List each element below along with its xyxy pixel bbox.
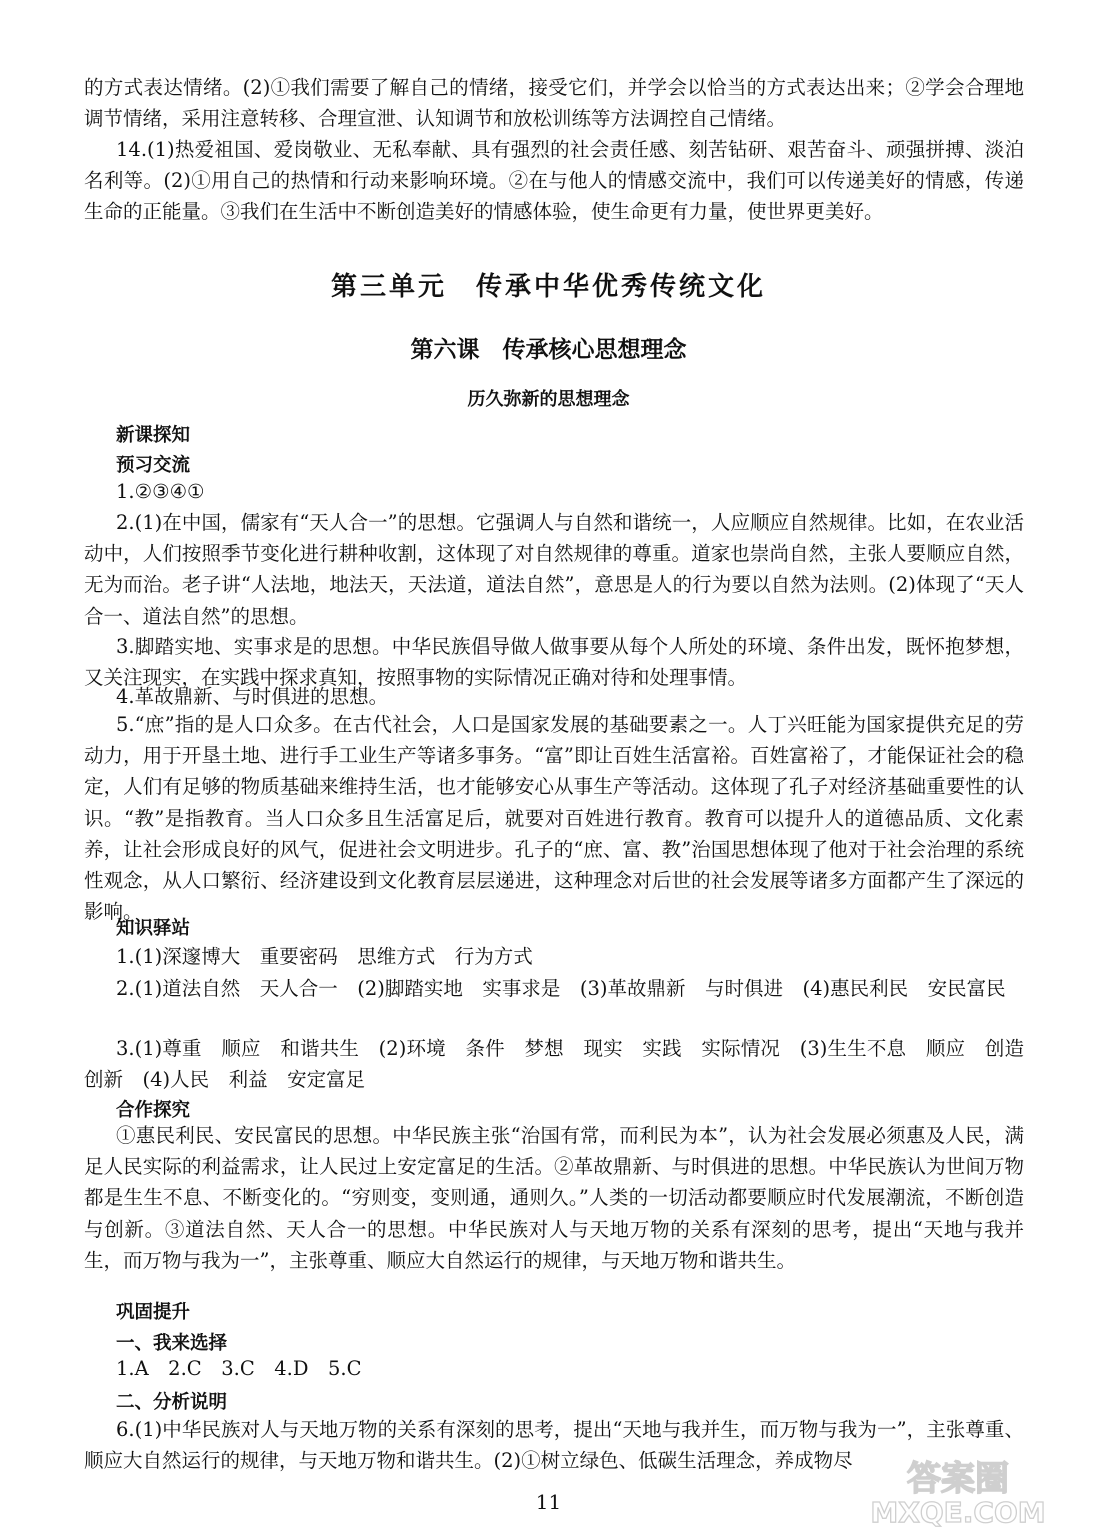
knowledge-3: 3.(1)尊重 顺应 和谐共生 (2)环境 条件 梦想 现实 实践 实际情况 (3)生生不息 顺应 创造 创新 (4)人民 利益 安定富足: [84, 1037, 1044, 1092]
unit-title: 第三单元 传承中华优秀传统文化: [330, 272, 766, 302]
knowledge-2: 2.(1)道法自然 天人合一 (2)脚踏实地 实事求是 (3)革故鼎新 与时俱进 (4)惠民利民 安民富民: [116, 977, 1006, 1000]
watermark-line2: MXQE.COM: [870, 1496, 1046, 1528]
choice-answers: 1.A 2.C 3.C 4.D 5.C: [116, 1357, 362, 1380]
lesson-title: 第六课 传承核心思想理念: [410, 337, 687, 363]
section-hezuo: 合作探究: [116, 1100, 191, 1121]
page-number: 11: [535, 1490, 562, 1514]
section-fenxi: 二、分析说明: [116, 1392, 228, 1413]
topic-title: 历久弥新的思想理念: [467, 389, 630, 410]
watermark-logo: [833, 1452, 1083, 1528]
cooperation-answer: ①惠民利民、安民富民的思想。中华民族主张“治国有常，而利民为本”，认为社会发展必须惠及人民，满足人民实际的利益需求，让人民过上安定富足的生活。②革故鼎新、与时俱进的思想。中华民族认为世间万物都是生生不息、不断变化的。“穷则变，变则通，通则久。”人类的一切活动都要顺应时代发展潮流，不断创造与创新。③道法自然、天人合一的思想。中华民族对人与天地万物的关系有深刻的思考，提出“天地与我并生，而万物与我为一”，主张尊重、顺应大自然运行的规律，与天地万物和谐共生。: [84, 1124, 1024, 1272]
answer-q5: 5.“庶”指的是人口众多。在古代社会，人口是国家发展的基础要素之一。人丁兴旺能为国家提供充足的劳动力，用于开垦土地、进行手工业生产等诸多事务。“富”即让百姓生活富裕。百姓富裕了，才能保证社会的稳定，人们有足够的物质基础来维持生活，也才能够安心从事生产等活动。这体现了孔子对经济基础重要性的认识。“教”是指教育。当人口众多且生活富足后，就要对百姓进行教育。教育可以提升人的道德品质、文化素养，让社会形成良好的风气，促进社会文明进步。孔子的“庶、富、教”治国思想体现了他对于社会治理的系统性观念，从人口繁衍、经济建设到文化教育层层递进，这种理念对后世的社会发展等诸多方面都产生了深远的影响。: [84, 713, 1024, 924]
answer-q3: 3.脚踏实地、实事求是的思想。中华民族倡导做人做事要从每个人所处的环境、条件出发，既怀抱梦想，又关注现实，在实践中探求真知，按照事物的实际情况正确对待和处理事情。: [84, 635, 1024, 690]
section-gonggu: 巩固提升: [116, 1302, 191, 1323]
watermark-line1: 答案圈: [907, 1459, 1009, 1499]
answer-q4: 4.革故鼎新、与时俱进的思想。: [116, 685, 389, 708]
answer-q1: 1.②③④①: [116, 480, 205, 503]
knowledge-1: 1.(1)深邃博大 重要密码 思维方式 行为方式: [116, 945, 533, 968]
section-zhishi: 知识驿站: [116, 918, 191, 939]
section-xuanze: 一、我来选择: [116, 1333, 228, 1354]
paragraph-emotion-answer: 的方式表达情绪。(2)①我们需要了解自己的情绪，接受它们，并学会以恰当的方式表达出来；②学会合理地调节情绪，采用注意转移、合理宣泄、认知调节和放松训练等方法调控自己情绪。: [84, 76, 1024, 131]
answer-q2: 2.(1)在中国，儒家有“天人合一”的思想。它强调人与自然和谐统一，人应顺应自然规律。比如，在农业活动中，人们按照季节变化进行耕种收割，这体现了对自然规律的尊重。道家也崇尚自然，主张人要顺应自然，无为而治。老子讲“人法地，地法天，天法道，道法自然”，意思是人的行为要以自然为法则。(2)体现了“天人合一、道法自然”的思想。: [84, 511, 1024, 628]
section-yuxi: 预习交流: [116, 455, 191, 476]
paragraph-q14: 14.(1)热爱祖国、爱岗敬业、无私奉献、具有强烈的社会责任感、刻苦钻研、艰苦奋斗、顽强拼搏、淡泊名利等。(2)①用自己的热情和行动来影响环境。②在与他人的情感交流中，我们可以传递美好的情感，传递生命的正能量。③我们在生活中不断创造美好的情感体验，使生命更有力量，使世界更美好。: [84, 138, 1024, 224]
answer-q6: 6.(1)中华民族对人与天地万物的关系有深刻的思考，提出“天地与我并生，而万物与我为一”，主张尊重、顺应大自然运行的规律，与天地万物和谐共生。(2)①树立绿色、低碳生活理念，养成物尽: [84, 1418, 1024, 1473]
section-xinke: 新课探知: [116, 425, 191, 446]
